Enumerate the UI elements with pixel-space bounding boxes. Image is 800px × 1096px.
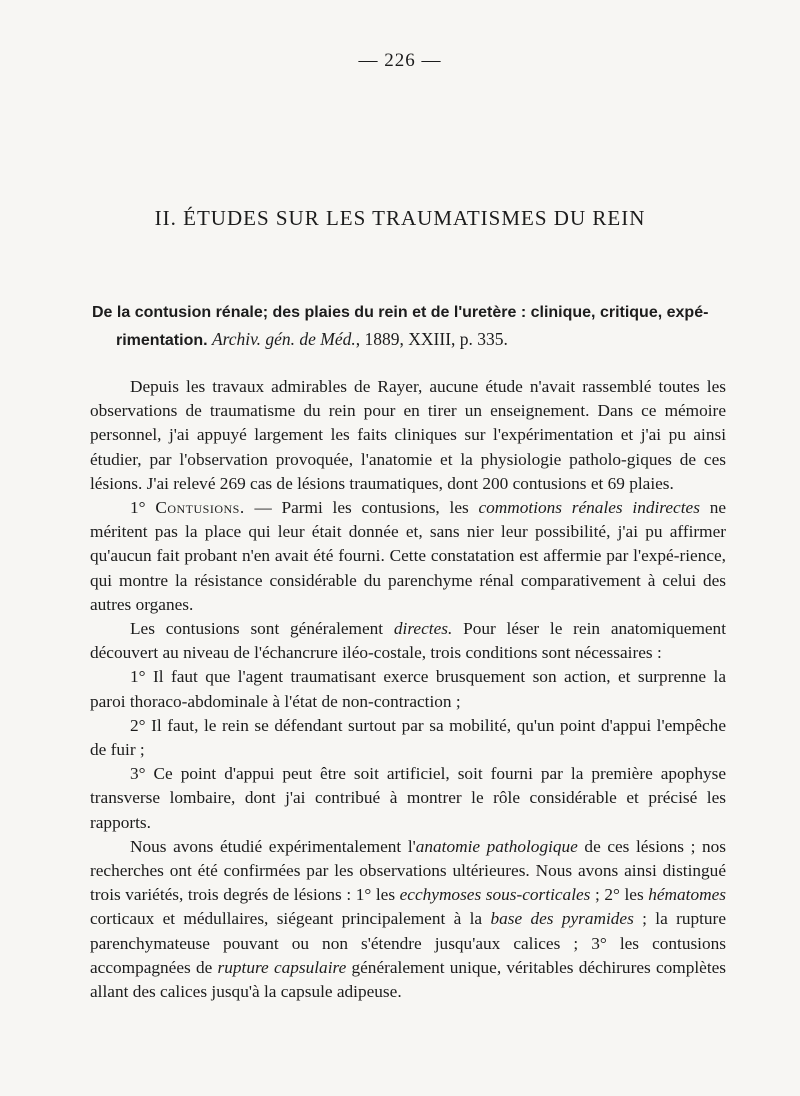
contusions-text-b: ne méritent pas la place qui leur était donnée et, sans nier leur possibilité, j'ai pu affirmer qu'aucun fait probant n'en avait été fourni. Cette constatation est affermie par l'expé-rience, qui montre la résistance considérable du parenchyme rénal comparativement à celui des autres organes.	[90, 498, 726, 614]
anatomy-emphasis-1: anatomie pathologique	[415, 836, 578, 856]
anatomy-text-f: généralement unique, véritables déchirures complètes allant des calices jusqu'à la capsule adipeuse.	[90, 957, 727, 1002]
direct-emphasis: directes.	[393, 619, 453, 639]
reference-citation	[92, 298, 724, 354]
paragraph-direct	[90, 617, 726, 665]
paragraph-condition-2: 2° Il faut, le rein se défendant surtout par sa mobilité, qu'un point d'appui l'empêche de fuir ;	[90, 715, 726, 760]
contusions-emphasis: commotions rénales indirectes	[478, 498, 700, 518]
paragraph-intro: Depuis les travaux admirables de Rayer, aucune étude n'avait rassemblé toutes les observations de traumatisme du rein pour en tirer un enseignement. Dans ce mémoire personnel, j'ai appuyé largement les faits cliniques sur l'expérimentation et j'ai pu ainsi étudier, par l'observation provoquée, l'anatomie et la physiologie patholo-giques de ces lésions. J'ai relevé 269 cas de lésions traumatiques, dont 200 contusions et 69 plaies.	[90, 377, 726, 493]
contusions-text-a: — Parmi les contusions, les	[244, 498, 479, 518]
anatomy-text-c: ; 2° les	[590, 885, 649, 905]
contusions-label: Contusions.	[155, 498, 245, 518]
direct-text-a: Les contusions sont généralement	[130, 619, 394, 639]
anatomy-emphasis-4: base des pyramides	[490, 909, 634, 929]
section-heading: II. ÉTUDES SUR LES TRAUMATISMES DU REIN	[154, 206, 646, 230]
paragraph-condition-1: 1° Il faut que l'agent traumatisant exerce brusquement son action, et surprenne la paroi thoraco-abdominale à l'état de non-contraction ;	[90, 667, 726, 711]
paragraph-condition-3: 3° Ce point d'appui peut être soit artificiel, soit fourni par la première apophyse transverse lombaire, dont j'ai contribué à montrer le rôle considérable et précisé les rapports.	[90, 764, 726, 832]
anatomy-text-d: corticaux et médullaires, siégeant principalement à la	[90, 909, 491, 929]
direct-text-b: Pour léser le rein anatomiquement découvert au niveau de l'échancrure iléo-costale, trois conditions sont nécessaires :	[90, 619, 726, 663]
reference-title: De la contusion rénale; des plaies du rein et de l'uretère : clinique, critique, expé-	[92, 304, 709, 321]
paragraph-anatomy	[90, 835, 726, 1004]
anatomy-emphasis-2: ecchymoses sous-corticales	[399, 885, 591, 905]
anatomy-text-e: ; la rupture parenchymateuse pouvant ou non s'étendre jusqu'aux calices ; 3° les contusions accompagnées de	[90, 909, 726, 977]
anatomy-emphasis-5: rupture capsulaire	[217, 957, 347, 977]
paragraph-contusions	[90, 496, 726, 617]
anatomy-text-b: de ces lésions ; nos recherches ont été confirmées par les observations ultérieures. Nous avons ainsi distingué trois variétés, trois degrés de lésions : 1° les	[90, 836, 726, 905]
page-number: — 226 —	[358, 50, 442, 71]
reference-journal: Archiv. gén. de Méd.	[211, 329, 356, 349]
body-text	[90, 375, 726, 1004]
reference-continuation	[92, 326, 724, 354]
anatomy-text-a: Nous avons étudié expérimentalement l'	[130, 836, 416, 856]
anatomy-emphasis-3: hématomes	[648, 885, 726, 905]
reference-details: , 1889, XXIII, p. 335.	[355, 329, 508, 349]
reference-title-cont: rimentation.	[116, 332, 208, 349]
contusions-number: 1°	[130, 498, 156, 518]
